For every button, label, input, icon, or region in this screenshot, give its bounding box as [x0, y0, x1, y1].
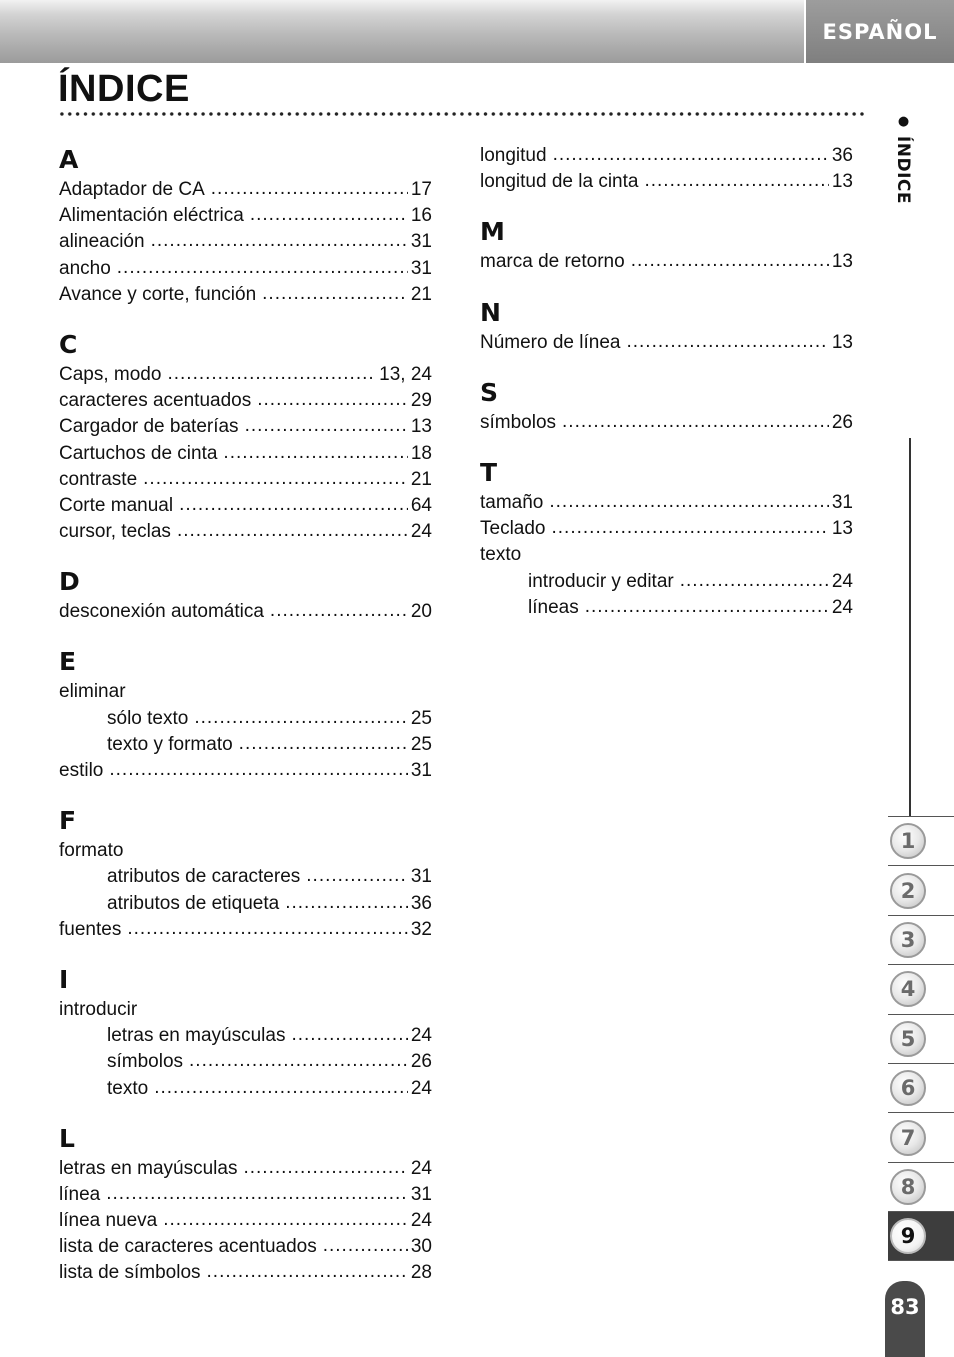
dot-leader [211, 176, 408, 202]
dot-leader [167, 361, 376, 387]
dot-leader [257, 387, 408, 413]
index-page-ref: 24 [831, 570, 853, 592]
index-term: lista de caracteres acentuados [59, 1236, 317, 1258]
index-entry [59, 388, 432, 414]
index-page-ref: 24 [410, 1025, 432, 1047]
dot-leader [109, 757, 408, 783]
index-entry [480, 516, 853, 542]
chapter-number-badge: 5 [890, 1021, 926, 1057]
chapter-number-badge: 2 [890, 873, 926, 909]
index-term: línea nueva [59, 1210, 158, 1232]
index-term: Corte manual [59, 494, 174, 516]
index-term: contraste [59, 468, 138, 490]
index-page-ref: 21 [410, 468, 432, 490]
dot-leader [127, 916, 408, 942]
index-entry [480, 169, 853, 195]
index-letter-heading: N [480, 297, 501, 327]
index-group [59, 308, 432, 545]
index-page-ref: 36 [831, 145, 853, 166]
index-column-right [480, 143, 853, 621]
index-entry [59, 599, 432, 625]
index-entry [59, 679, 432, 705]
index-page-ref: 24 [410, 1210, 432, 1232]
index-entry [59, 1156, 432, 1182]
index-term: introducir [59, 998, 138, 1020]
index-term: alineación [59, 231, 145, 253]
index-page-ref: 31 [410, 760, 432, 781]
index-term: Cargador de baterías [59, 416, 239, 438]
chapter-tab-3[interactable] [888, 915, 954, 964]
index-entry [59, 519, 432, 545]
side-rule [909, 438, 911, 816]
index-term: Cartuchos de cinta [59, 442, 218, 464]
index-entry [59, 997, 432, 1023]
index-subentry [59, 891, 432, 917]
index-term: letras en mayúsculas [107, 1025, 286, 1047]
index-term: sólo texto [107, 707, 189, 729]
dot-leader [323, 1233, 408, 1259]
dot-leader [626, 329, 828, 355]
index-term: ancho [59, 257, 111, 279]
dot-leader [106, 1181, 408, 1207]
chapter-tab-9[interactable] [888, 1211, 954, 1260]
dot-leader [270, 598, 408, 624]
dot-leader [245, 413, 408, 439]
index-term: cursor, teclas [59, 521, 171, 543]
index-entry [59, 917, 432, 943]
index-entry [480, 490, 853, 516]
index-subentry [59, 1076, 432, 1102]
index-page-ref: 13 [831, 518, 853, 540]
dot-leader [243, 1155, 407, 1181]
dot-leader [143, 466, 408, 492]
index-term: marca de retorno [480, 251, 625, 273]
chapter-number-badge: 9 [890, 1218, 926, 1254]
chapter-number-badge: 6 [890, 1070, 926, 1106]
index-term: línea [59, 1183, 101, 1205]
dot-leader [291, 1022, 407, 1048]
dot-leader [117, 255, 408, 281]
index-term: formato [59, 840, 124, 862]
index-entry [480, 410, 853, 436]
index-term: Número de línea [480, 331, 621, 353]
index-term: letras en mayúsculas [59, 1157, 238, 1179]
index-entry [59, 758, 432, 784]
chapter-tab-8[interactable] [888, 1162, 954, 1211]
index-term: lista de símbolos [59, 1262, 201, 1284]
index-letter-heading: C [59, 329, 78, 359]
index-page-ref: 64 [410, 494, 432, 516]
side-section-label [893, 114, 913, 204]
index-entry [59, 1208, 432, 1234]
index-term: texto [107, 1077, 149, 1099]
index-term: desconexión automática [59, 601, 264, 623]
index-page-ref: 24 [831, 596, 853, 618]
dot-leader [680, 568, 829, 594]
index-page-ref: 31 [410, 866, 432, 888]
index-page-ref: 28 [410, 1262, 432, 1284]
index-page-ref: 18 [410, 442, 432, 464]
index-entry [59, 256, 432, 282]
dot-leader [553, 142, 829, 168]
index-letter-heading: S [480, 377, 499, 407]
index-page-ref: 16 [410, 205, 432, 227]
index-entry [480, 330, 853, 356]
index-term: Avance y corte, función [59, 283, 257, 305]
index-entry [59, 441, 432, 467]
index-page-ref: 13, 24 [379, 363, 432, 385]
index-term: texto y formato [107, 733, 233, 755]
language-tab: ESPAÑOL [806, 0, 954, 63]
index-page-ref: 13 [831, 171, 853, 193]
index-page-ref: 31 [831, 491, 853, 513]
dot-leader [285, 890, 408, 916]
dot-leader [163, 1207, 408, 1233]
index-page-ref: 31 [410, 231, 432, 253]
index-group [59, 784, 432, 943]
index-term: longitud de la cinta [480, 171, 639, 193]
chapter-number-badge: 4 [890, 971, 926, 1007]
index-term: atributos de etiqueta [107, 892, 280, 914]
chapter-tab-5[interactable] [888, 1014, 954, 1063]
index-group [59, 143, 432, 308]
dot-leader [631, 248, 829, 274]
index-term: símbolos [107, 1051, 184, 1073]
index-subentry [480, 595, 853, 621]
index-entry [59, 229, 432, 255]
index-term: eliminar [59, 681, 126, 703]
index-page-ref: 17 [410, 179, 432, 200]
chapter-tab-7[interactable] [888, 1112, 954, 1161]
index-page-ref: 36 [410, 892, 432, 914]
index-entry [59, 1260, 432, 1286]
index-page-ref: 13 [831, 251, 853, 273]
index-page-ref: 30 [410, 1236, 432, 1258]
index-entry [59, 414, 432, 440]
dot-leader [562, 409, 829, 435]
index-group [480, 356, 853, 436]
index-page-ref: 25 [410, 733, 432, 755]
dot-leader [207, 1259, 408, 1285]
page-number: 83 [885, 1281, 925, 1357]
dot-leader [306, 863, 408, 889]
index-page-ref: 20 [410, 601, 432, 623]
index-term: estilo [59, 760, 104, 781]
index-letter-heading: M [480, 217, 505, 247]
dot-leader [549, 489, 828, 515]
page-title: ÍNDICE [58, 68, 190, 110]
index-entry [59, 493, 432, 519]
index-entry [59, 177, 432, 203]
chapter-tab-4[interactable] [888, 964, 954, 1013]
index-group [59, 545, 432, 625]
bullet-icon: ● [896, 114, 911, 130]
index-page-ref: 24 [410, 1077, 432, 1099]
index-entry [480, 143, 853, 169]
index-column-left [59, 143, 432, 1287]
dot-leader [644, 168, 828, 194]
dot-leader [250, 202, 408, 228]
index-term: longitud [480, 145, 547, 166]
dot-leader [552, 515, 829, 541]
index-term: Teclado [480, 518, 546, 540]
side-label-text: ÍNDICE [893, 135, 913, 204]
index-group [480, 195, 853, 275]
index-group [59, 1102, 432, 1287]
index-entry [480, 249, 853, 275]
index-term: Caps, modo [59, 363, 162, 385]
chapter-tab-2[interactable] [888, 865, 954, 914]
index-entry [59, 1182, 432, 1208]
index-term: introducir y editar [528, 570, 674, 592]
index-term: Alimentación eléctrica [59, 205, 244, 227]
dot-leader [151, 228, 408, 254]
index-letter-heading: L [59, 1123, 75, 1153]
index-page-ref: 25 [410, 707, 432, 729]
index-page-ref: 26 [410, 1051, 432, 1073]
index-subentry [59, 864, 432, 890]
index-page-ref: 24 [410, 521, 432, 543]
index-letter-heading: T [480, 457, 498, 487]
dot-leader [223, 440, 407, 466]
index-entry [59, 203, 432, 229]
index-entry [59, 1234, 432, 1260]
chapter-number-badge: 1 [890, 823, 926, 859]
index-group [59, 943, 432, 1102]
chapter-number-badge: 7 [890, 1120, 926, 1156]
index-term: atributos de caracteres [107, 866, 301, 888]
chapter-number-badge: 3 [890, 922, 926, 958]
index-page-ref: 32 [410, 918, 432, 940]
index-group [480, 276, 853, 356]
index-page-ref: 13 [410, 416, 432, 438]
index-page-ref: 26 [831, 411, 853, 433]
index-term: texto [480, 544, 522, 566]
dotted-divider [58, 110, 864, 118]
index-group [59, 625, 432, 784]
index-term: fuentes [59, 918, 122, 940]
index-entry [480, 542, 853, 568]
dot-leader [177, 518, 408, 544]
index-letter-heading: E [59, 647, 77, 677]
index-page-ref: 24 [410, 1157, 432, 1179]
index-term: tamaño [480, 491, 544, 513]
header-bar [0, 0, 804, 63]
dot-leader [189, 1048, 408, 1074]
index-page-ref: 13 [831, 331, 853, 353]
chapter-tab-1[interactable] [888, 816, 954, 865]
index-subentry [59, 732, 432, 758]
index-term: caracteres acentuados [59, 390, 252, 412]
chapter-tab-6[interactable] [888, 1063, 954, 1112]
chapter-tabs [888, 816, 954, 1261]
index-letter-heading: D [59, 567, 80, 597]
index-page-ref: 31 [410, 257, 432, 279]
chapter-number-badge: 8 [890, 1169, 926, 1205]
index-letter-heading: I [59, 964, 69, 994]
index-subentry [59, 1023, 432, 1049]
dot-leader [262, 281, 408, 307]
index-entry [59, 467, 432, 493]
index-subentry [59, 1049, 432, 1075]
dot-leader [154, 1075, 408, 1101]
index-letter-heading: F [59, 806, 77, 836]
index-page-ref: 31 [410, 1183, 432, 1205]
dot-leader [194, 705, 408, 731]
index-group [480, 143, 853, 195]
dot-leader [179, 492, 408, 518]
dot-leader [239, 731, 408, 757]
index-subentry [480, 569, 853, 595]
index-term: líneas [528, 596, 579, 618]
index-term: símbolos [480, 411, 557, 433]
dot-leader [585, 594, 829, 620]
index-letter-heading: A [59, 145, 79, 174]
index-page-ref: 21 [410, 283, 432, 305]
index-entry [59, 362, 432, 388]
index-group [480, 436, 853, 621]
index-subentry [59, 706, 432, 732]
index-page-ref: 29 [410, 390, 432, 412]
index-entry [59, 838, 432, 864]
index-term: Adaptador de CA [59, 179, 205, 200]
index-entry [59, 282, 432, 308]
